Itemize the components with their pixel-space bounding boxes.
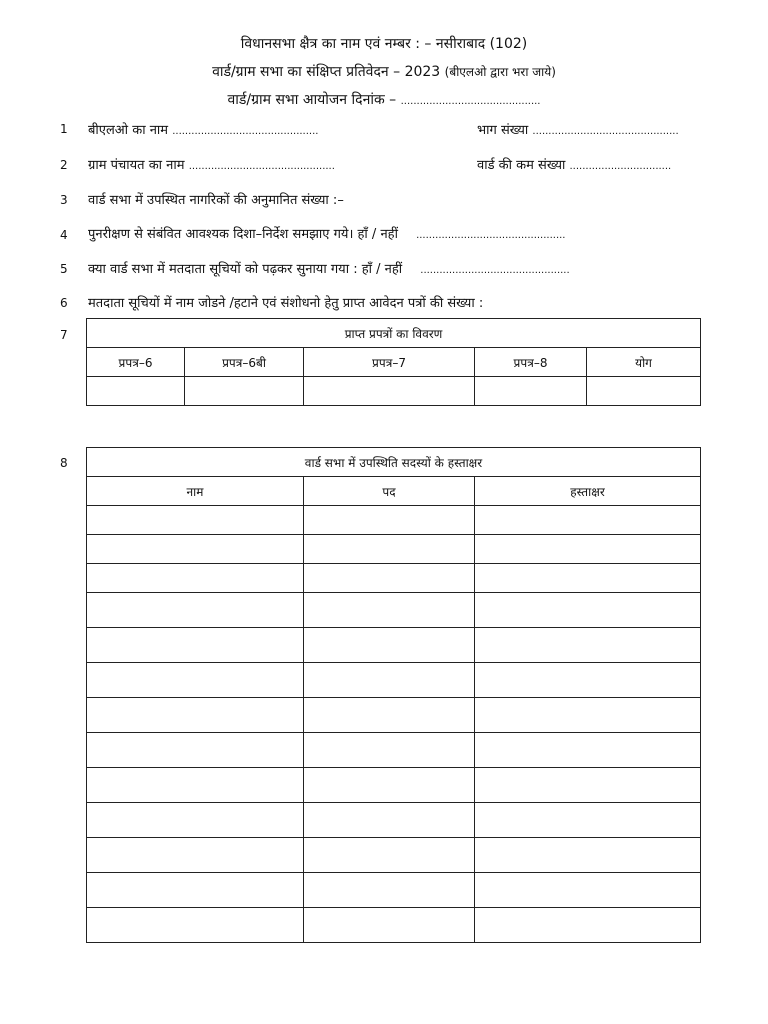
designation-cell[interactable]: [304, 768, 475, 803]
item-number: 5: [60, 262, 68, 276]
total-header: योग: [587, 348, 701, 377]
part-number-field[interactable]: ..............................................: [532, 126, 679, 137]
signature-cell[interactable]: [475, 803, 701, 838]
form-6b-header: प्रपत्र–6बी: [185, 348, 304, 377]
designation-cell[interactable]: [304, 506, 475, 535]
name-cell[interactable]: [87, 768, 304, 803]
name-cell[interactable]: [87, 698, 304, 733]
rolls-read-row: [88, 259, 570, 277]
name-cell[interactable]: [87, 908, 304, 943]
form-7-cell[interactable]: [304, 377, 475, 406]
table-row: [87, 506, 701, 535]
forms-table: [86, 318, 701, 406]
item-number: 8: [60, 456, 68, 470]
name-cell[interactable]: [87, 838, 304, 873]
table-row: [87, 535, 701, 564]
guidelines-field[interactable]: ...............................................: [416, 230, 566, 241]
name-header: नाम: [87, 477, 304, 506]
designation-cell[interactable]: [304, 535, 475, 564]
designation-cell[interactable]: [304, 803, 475, 838]
blo-name-row: [88, 120, 318, 138]
form-8-header: प्रपत्र–8: [475, 348, 587, 377]
table-row: [87, 698, 701, 733]
item-number: 6: [60, 296, 68, 310]
form-6b-cell[interactable]: [185, 377, 304, 406]
designation-cell[interactable]: [304, 593, 475, 628]
header-line-1: [0, 34, 768, 53]
signature-cell[interactable]: [475, 628, 701, 663]
meeting-date-label: वार्ड/ग्राम सभा आयोजन दिनांक –: [227, 92, 397, 108]
citizens-count-label: वार्ड सभा में उपस्थित नागरिकों की अनुमानित संख्या :–: [88, 193, 344, 208]
report-note: (बीएलओ द्वारा भरा जाये): [444, 65, 556, 79]
designation-header: पद: [304, 477, 475, 506]
designation-cell[interactable]: [304, 733, 475, 768]
signature-cell[interactable]: [475, 663, 701, 698]
forms-table-title: प्राप्त प्रपत्रों का विवरण: [87, 319, 701, 348]
signature-cell[interactable]: [475, 535, 701, 564]
part-number-row: [477, 120, 679, 138]
guidelines-label: पुनरीक्षण से संबंवित आवश्यक दिशा–निर्देश समझाए गये। हॉं / नहीं: [88, 227, 398, 242]
table-row: [87, 838, 701, 873]
signature-cell[interactable]: [475, 733, 701, 768]
rolls-read-label: क्या वार्ड सभा में मतदाता सूचियों को पढ़कर सुनाया गया : हॉं / नहीं: [88, 262, 403, 277]
name-cell[interactable]: [87, 593, 304, 628]
signature-cell[interactable]: [475, 838, 701, 873]
name-cell[interactable]: [87, 628, 304, 663]
report-title: वार्ड/ग्राम सभा का संक्षिप्त प्रतिवेदन – 2023: [212, 64, 441, 80]
designation-cell[interactable]: [304, 908, 475, 943]
table-row: [87, 803, 701, 838]
form-6-cell[interactable]: [87, 377, 185, 406]
gram-panchayat-field[interactable]: ..............................................: [188, 161, 335, 172]
designation-cell[interactable]: [304, 838, 475, 873]
name-cell[interactable]: [87, 564, 304, 593]
name-cell[interactable]: [87, 535, 304, 564]
name-cell[interactable]: [87, 803, 304, 838]
table-row: [87, 663, 701, 698]
form-8-cell[interactable]: [475, 377, 587, 406]
part-number-label: भाग संख्या: [477, 123, 529, 138]
name-cell[interactable]: [87, 663, 304, 698]
designation-cell[interactable]: [304, 628, 475, 663]
meeting-date-field[interactable]: ............................................: [400, 96, 541, 107]
table-row: [87, 593, 701, 628]
gram-panchayat-label: ग्राम पंचायत का नाम: [88, 158, 185, 173]
signature-cell[interactable]: [475, 768, 701, 803]
designation-cell[interactable]: [304, 873, 475, 908]
header-line-3: [0, 90, 768, 109]
designation-cell[interactable]: [304, 564, 475, 593]
name-cell[interactable]: [87, 733, 304, 768]
blo-name-field[interactable]: ..............................................: [172, 126, 319, 137]
rolls-read-field[interactable]: ...............................................: [420, 265, 570, 276]
designation-cell[interactable]: [304, 663, 475, 698]
ward-number-field[interactable]: ................................: [569, 161, 672, 172]
ward-number-row: [477, 155, 671, 173]
gram-panchayat-row: [88, 155, 335, 173]
total-cell[interactable]: [587, 377, 701, 406]
signature-cell[interactable]: [475, 593, 701, 628]
table-row: [87, 768, 701, 803]
signature-cell[interactable]: [475, 908, 701, 943]
table-row: [87, 873, 701, 908]
item-number: 3: [60, 193, 68, 207]
constituency-title: विधानसभा क्षैत्र का नाम एवं नम्बर : – नसीराबाद (102): [240, 36, 528, 52]
form-7-header: प्रपत्र–7: [304, 348, 475, 377]
signature-cell[interactable]: [475, 564, 701, 593]
ward-number-label: वार्ड की कम संख्या: [477, 158, 566, 173]
signatures-table-title: वार्ड सभा में उपस्थिति सदस्यों के हस्ताक्षर: [87, 448, 701, 477]
signature-cell[interactable]: [475, 506, 701, 535]
table-row: [87, 628, 701, 663]
table-row: [87, 908, 701, 943]
designation-cell[interactable]: [304, 698, 475, 733]
name-cell[interactable]: [87, 506, 304, 535]
signature-cell[interactable]: [475, 698, 701, 733]
applications-count-label: मतदाता सूचियों में नाम जोडने /हटाने एवं संशोधनो हेतु प्राप्त आवेदन पत्रों की संख्या :: [88, 296, 484, 311]
item-number: 4: [60, 228, 68, 242]
guidelines-row: [88, 224, 565, 242]
header-line-2: [0, 62, 768, 81]
item-number: 1: [60, 122, 68, 136]
signature-cell[interactable]: [475, 873, 701, 908]
blo-name-label: बीएलओ का नाम: [88, 123, 169, 138]
signature-header: हस्ताक्षर: [475, 477, 701, 506]
table-row: [87, 564, 701, 593]
item-number: 7: [60, 328, 68, 342]
item-number: 2: [60, 158, 68, 172]
form-6-header: प्रपत्र–6: [87, 348, 185, 377]
signatures-table: [86, 447, 701, 943]
name-cell[interactable]: [87, 873, 304, 908]
table-row: [87, 733, 701, 768]
